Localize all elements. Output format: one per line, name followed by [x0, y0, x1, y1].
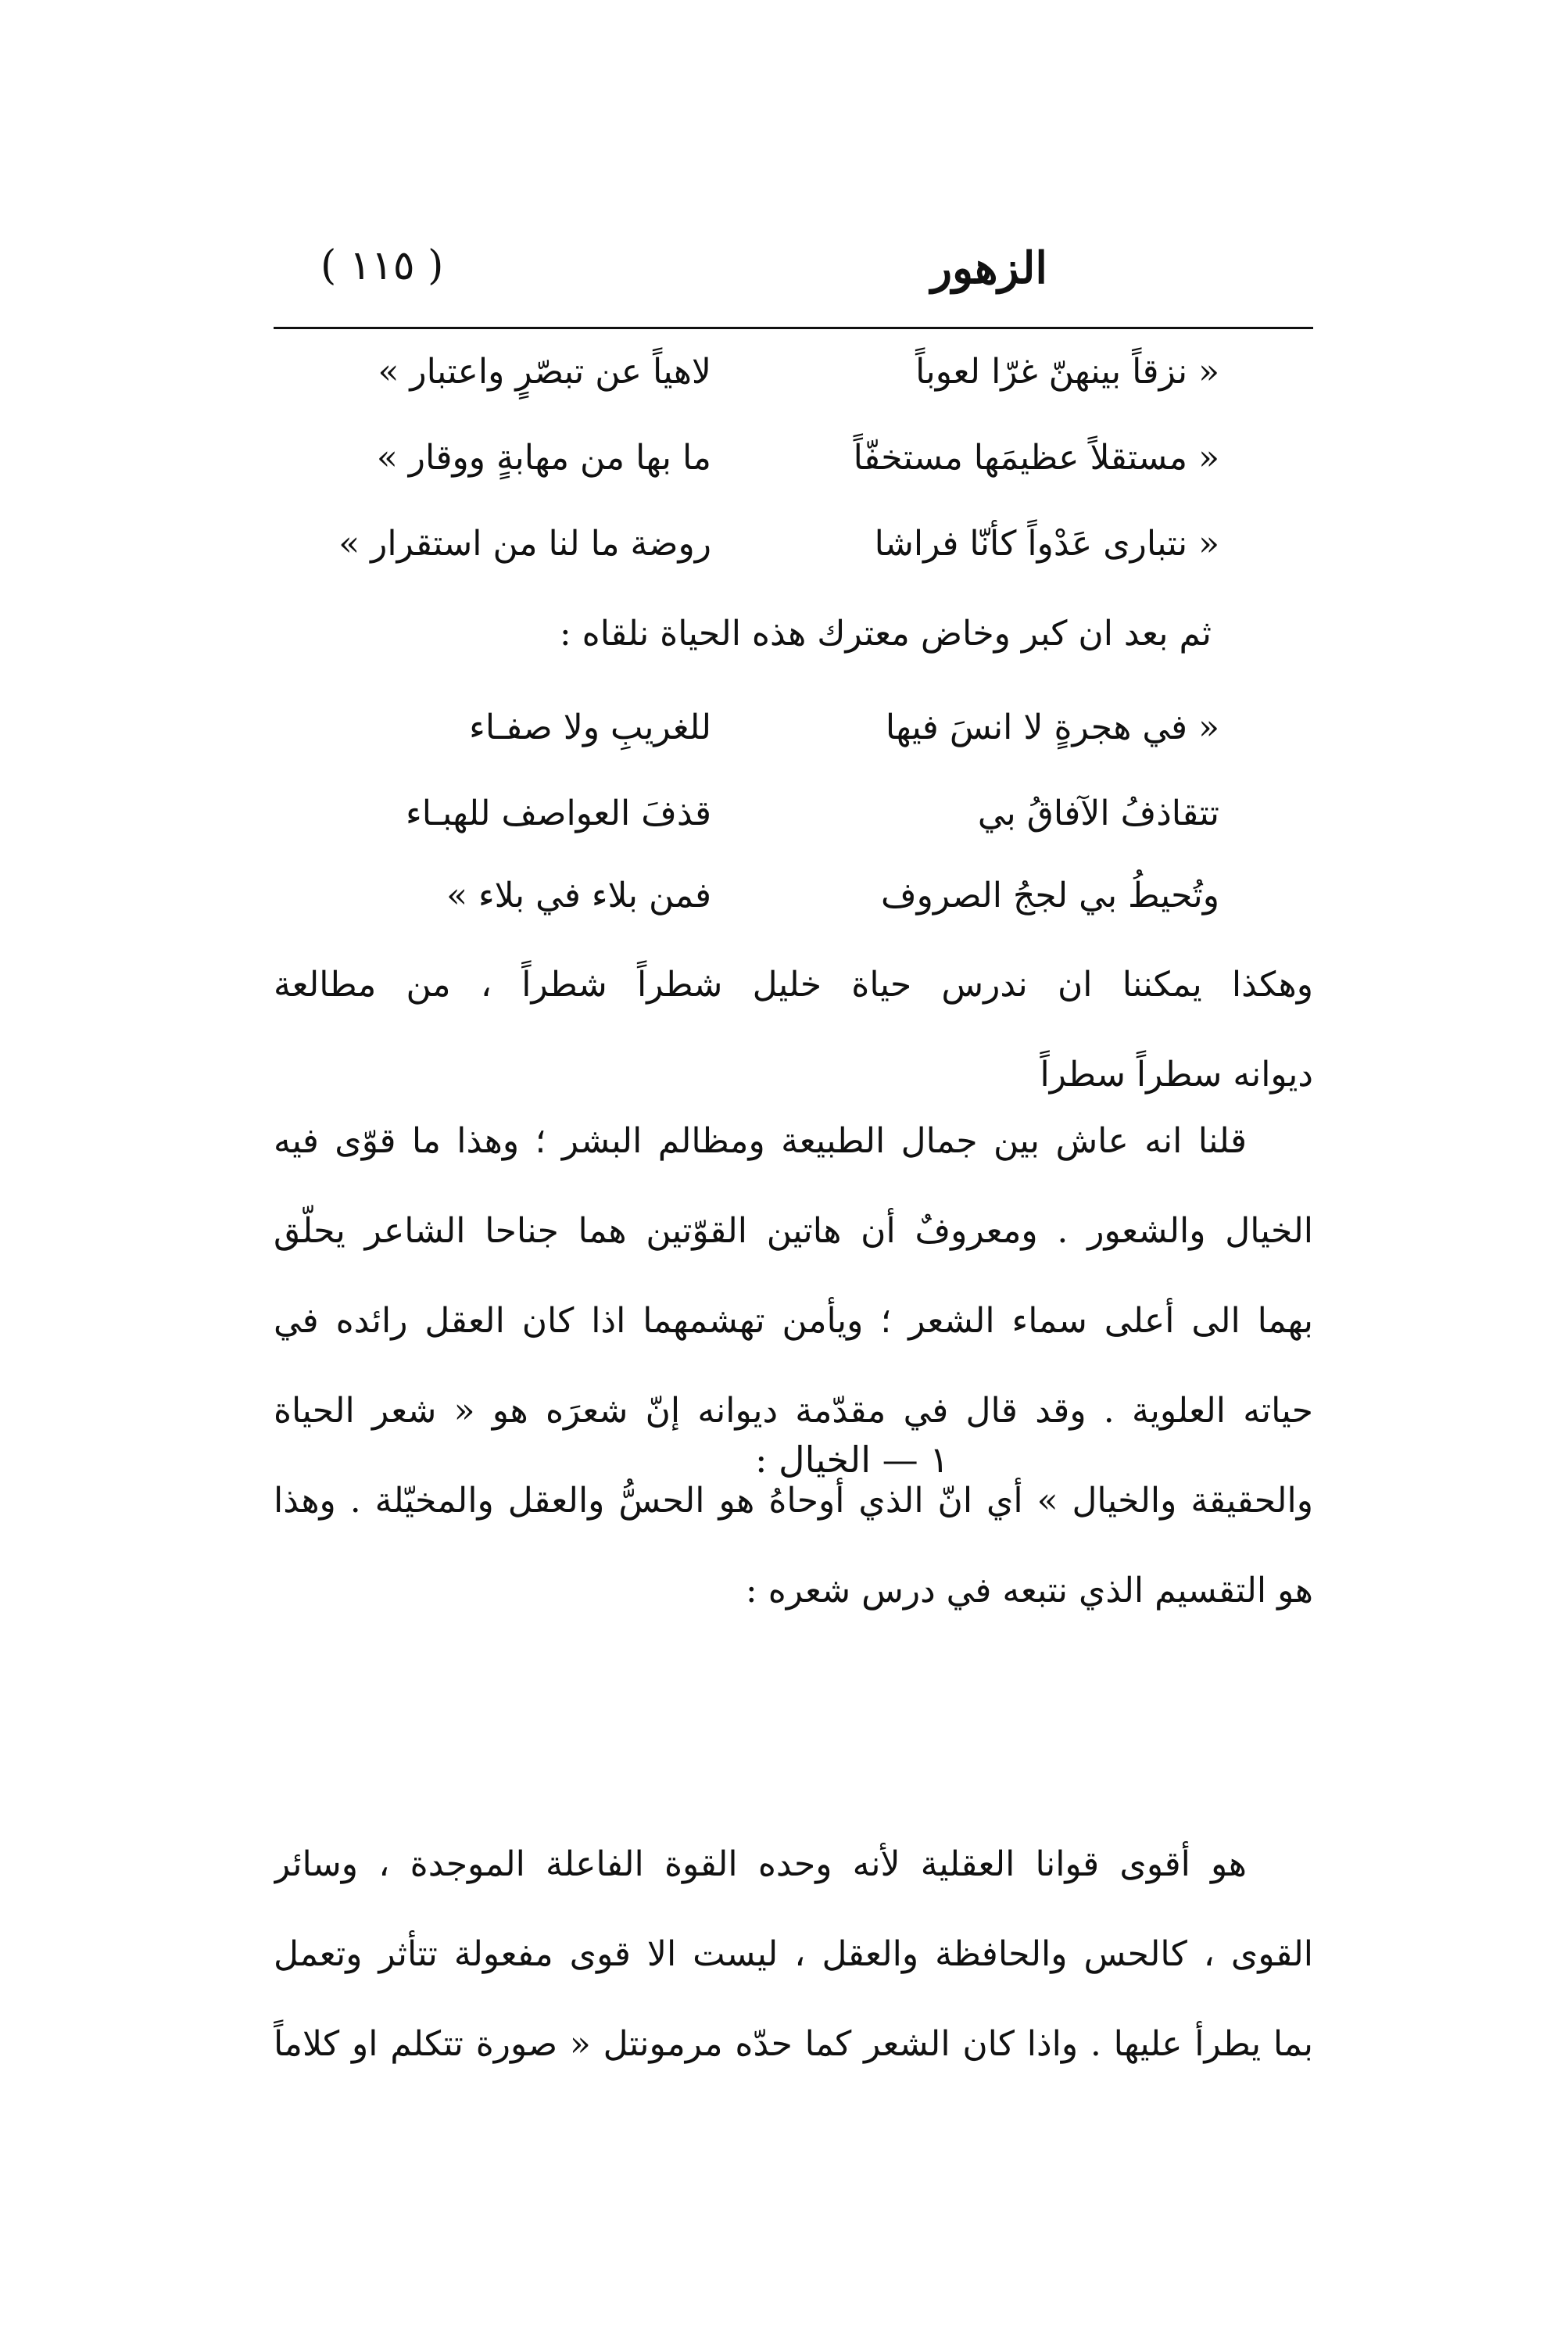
verse-second-hemistich: للغريبِ ولا صفـاء [469, 708, 711, 747]
paragraph [274, 1826, 1313, 2095]
verse-second-hemistich: قذفَ العواصف للهبـاء [406, 794, 711, 833]
paragraph-line: بهما الى أعلى سماء الشعر ؛ ويأمن تهشمهما اذا كان العقل رائده في [274, 1301, 1313, 1341]
verse-second-hemistich: ما بها من مهابةٍ ووقار » [376, 438, 711, 478]
verse-first-hemistich: « في هجرةٍ لا انسَ فيها [885, 708, 1219, 747]
verse-second-hemistich: فمن بلاء في بلاء » [446, 876, 711, 915]
verse-first-hemistich: « مستقلاً عظيمَها مستخفّاً [853, 438, 1219, 478]
verse-second-hemistich: لاهياً عن تبصّرٍ واعتبار » [378, 352, 711, 392]
paragraph-line: ديوانه سطراً سطراً [1040, 1055, 1313, 1095]
paragraph-line: قلنا انه عاش بين جمال الطبيعة ومظالم البشر ؛ وهذا ما قوّى فيه [274, 1121, 1247, 1161]
verse-first-hemistich: وتُحيطُ بي لججُ الصروف [881, 876, 1219, 915]
paragraph-line: وهكذا يمكننا ان ندرس حياة خليل شطراً شطراً ، من مطالعة [274, 965, 1313, 1005]
section-heading: ١ — الخيال : [755, 1439, 949, 1481]
header-rule [274, 327, 1313, 329]
verse-line [274, 876, 1219, 946]
verse-first-hemistich: « نتبارى عَدْواً كأنّا فراشا [874, 524, 1219, 564]
verse-line [274, 438, 1219, 508]
verse-second-hemistich: روضة ما لنا من استقرار » [338, 524, 711, 564]
verse-first-hemistich: تتقاذفُ الآفاقُ بي [977, 794, 1219, 833]
paragraph [274, 946, 1313, 1126]
verse-line [274, 352, 1219, 422]
paragraph-line: هو أقوى قوانا العقلية لأنه وحده القوة الفاعلة الموجدة ، وسائر [274, 1844, 1247, 1884]
paragraph-line: الخيال والشعور . ومعروفٌ أن هاتين القوّتين هما جناحا الشاعر يحلّق [274, 1211, 1313, 1251]
paragraph [274, 1102, 1313, 1642]
page-number: ( ١١٥ ) [320, 242, 444, 289]
verse-first-hemistich: « نزقاً بينهنّ غرّا لعوباً [915, 352, 1219, 392]
running-title: الزهور [930, 242, 1047, 294]
paragraph-line: هو التقسيم الذي نتبعه في درس شعره : [745, 1571, 1313, 1611]
paragraph-line: والحقيقة والخيال » أي انّ الذي أوحاهُ هو الحسُّ والعقل والمخيّلة . وهذا [274, 1481, 1313, 1521]
paragraph-line: بما يطرأ عليها . واذا كان الشعر كما حدّه مرمونتل « صورة تتكلم او كلاماً [274, 2024, 1313, 2064]
verse-line [274, 524, 1219, 594]
intro-line: ثم بعد ان كبر وخاض معترك هذه الحياة نلقاه : [559, 614, 1212, 654]
verse-line [274, 794, 1219, 864]
verse-line [274, 708, 1219, 778]
paragraph-line: القوى ، كالحس والحافظة والعقل ، ليست الا قوى مفعولة تتأثر وتعمل [274, 1934, 1313, 1974]
page-header [274, 235, 1313, 321]
paragraph-line: حياته العلوية . وقد قال في مقدّمة ديوانه إنّ شعرَه هو « شعر الحياة [274, 1391, 1313, 1431]
